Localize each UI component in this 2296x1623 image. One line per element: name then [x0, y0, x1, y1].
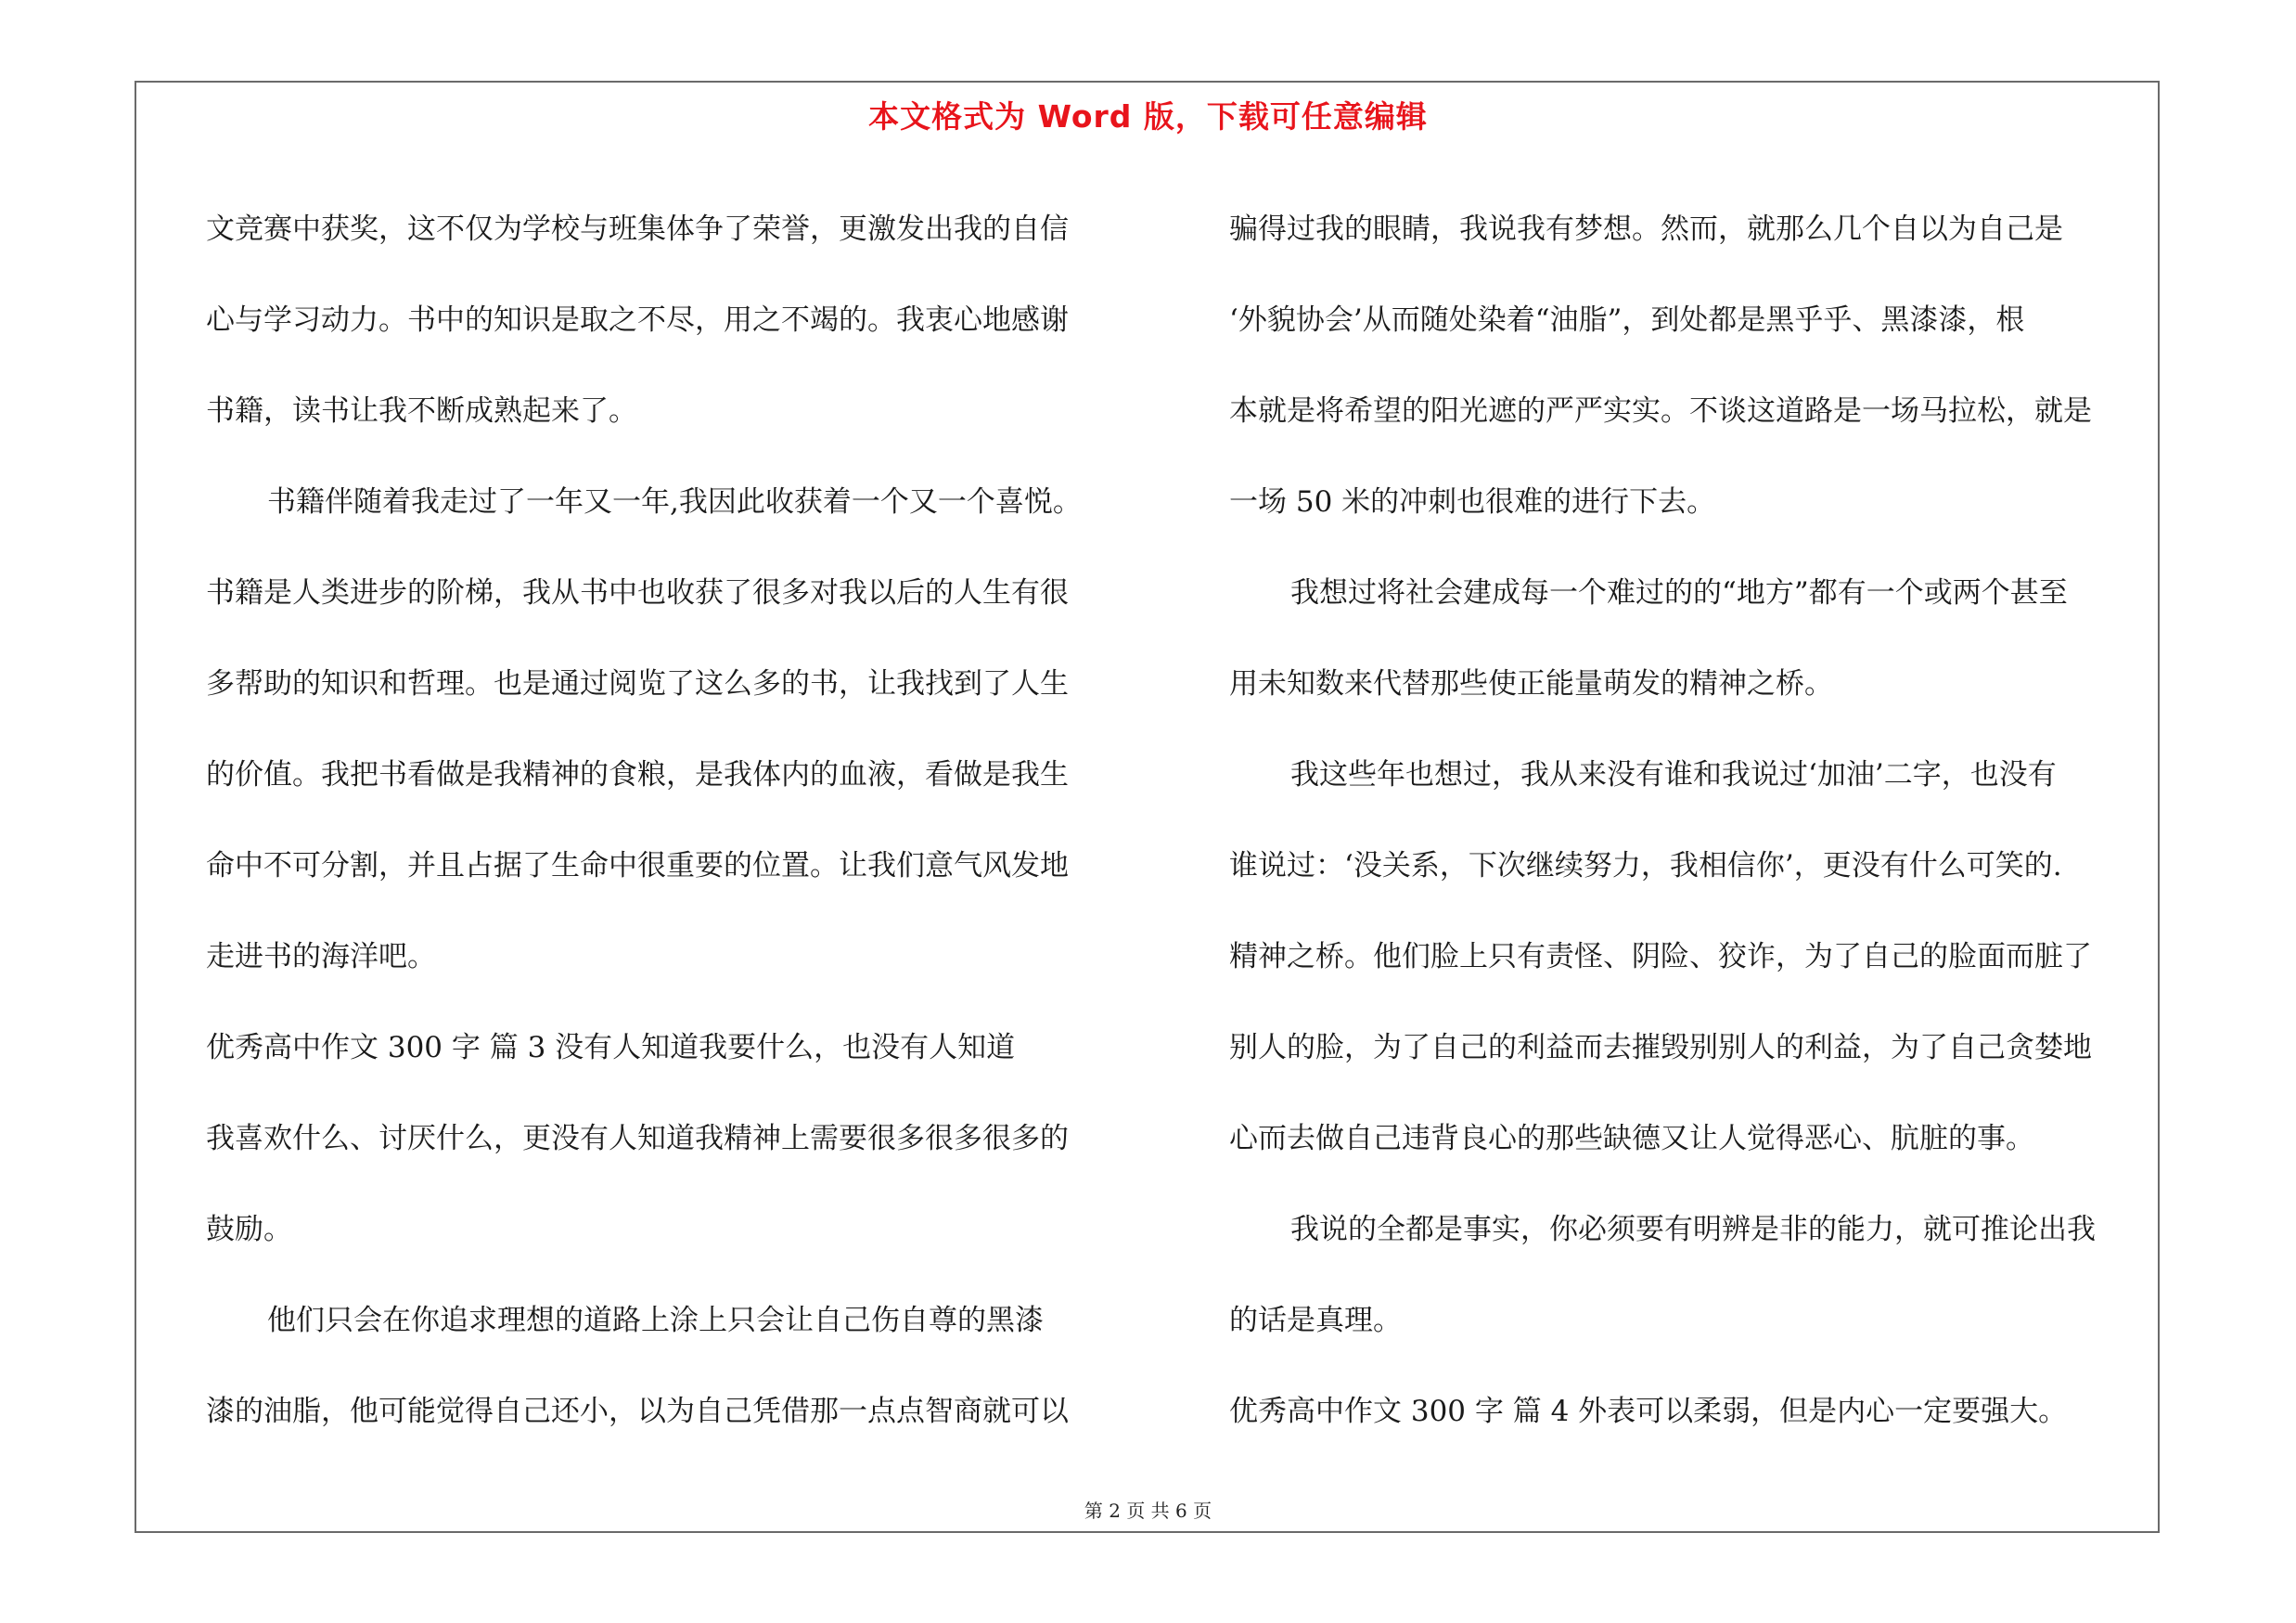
- text-line: 我想过将社会建成每一个难过的的“地方”都有一个或两个甚至: [1290, 576, 2068, 610]
- text-line: 我这些年也想过，我从来没有谁和我说过‘加油’二字，也没有: [1290, 758, 2057, 792]
- text-line: 鼓励。: [206, 1213, 292, 1246]
- text-line: 用未知数来代替那些使正能量萌发的精神之桥。: [1229, 667, 1833, 701]
- right-column: [1229, 184, 2175, 1457]
- text-line: 走进书的海洋吧。: [206, 940, 436, 973]
- text-line: 骗得过我的眼睛，我说我有梦想。然而，就那么几个自以为自己是: [1229, 213, 2063, 246]
- text-line: 精神之桥。他们脸上只有责怪、阴险、狡诈，为了自己的脸面而脏了: [1229, 940, 2092, 973]
- left-column: [206, 184, 1134, 1457]
- page-number: 第 2 页 共 6 页: [1084, 1500, 1212, 1522]
- text-line: 漆的油脂，他可能觉得自己还小，以为自己凭借那一点点智商就可以: [206, 1395, 1069, 1428]
- text-line: 本就是将希望的阳光遮的严严实实。不谈这道路是一场马拉松，就是: [1229, 394, 2092, 428]
- text-line: 的价值。我把书看做是我精神的食粮，是我体内的血液，看做是我生: [206, 758, 1069, 792]
- format-banner: 本文格式为 Word 版，下载可任意编辑: [868, 98, 1428, 135]
- text-line: 谁说过：‘没关系，下次继续努力，我相信你’，更没有什么可笑的.: [1229, 849, 2062, 882]
- text-line: 的话是真理。: [1229, 1304, 1402, 1337]
- text-line: 一场 50 米的冲刺也很难的进行下去。: [1229, 485, 1716, 519]
- text-line: 他们只会在你追求理想的道路上涂上只会让自己伤自尊的黑漆: [267, 1304, 1044, 1337]
- text-line: 优秀高中作文 300 字 篇 3 没有人知道我要什么，也没有人知道: [206, 1031, 1016, 1064]
- text-line: 书籍伴随着我走过了一年又一年,我因此收获着一个又一个喜悦。: [267, 485, 1082, 519]
- text-line: 我喜欢什么、讨厌什么，更没有人知道我精神上需要很多很多很多的: [206, 1122, 1069, 1155]
- text-line: 文竞赛中获奖，这不仅为学校与班集体争了荣誉，更激发出我的自信: [206, 213, 1069, 246]
- text-line: 命中不可分割，并且占据了生命中很重要的位置。让我们意气风发地: [206, 849, 1069, 882]
- text-line: 多帮助的知识和哲理。也是通过阅览了这么多的书，让我找到了人生: [206, 667, 1069, 701]
- text-line: 书籍是人类进步的阶梯，我从书中也收获了很多对我以后的人生有很: [206, 576, 1069, 610]
- text-line: 心与学习动力。书中的知识是取之不尽，用之不竭的。我衷心地感谢: [206, 303, 1069, 337]
- text-line: 优秀高中作文 300 字 篇 4 外表可以柔弱，但是内心一定要强大。: [1229, 1395, 2068, 1428]
- text-line: 书籍，读书让我不断成熟起来了。: [206, 394, 637, 428]
- text-line: 心而去做自己违背良心的那些缺德又让人觉得恶心、肮脏的事。: [1229, 1122, 2034, 1155]
- text-line: ‘外貌协会’从而随处染着“油脂”，到处都是黑乎乎、黑漆漆，根: [1229, 303, 2025, 337]
- text-line: 我说的全都是事实，你必须要有明辨是非的能力，就可推论出我: [1290, 1213, 2096, 1246]
- text-line: 别人的脸，为了自己的利益而去摧毁别别人的利益，为了自己贪婪地: [1229, 1031, 2092, 1064]
